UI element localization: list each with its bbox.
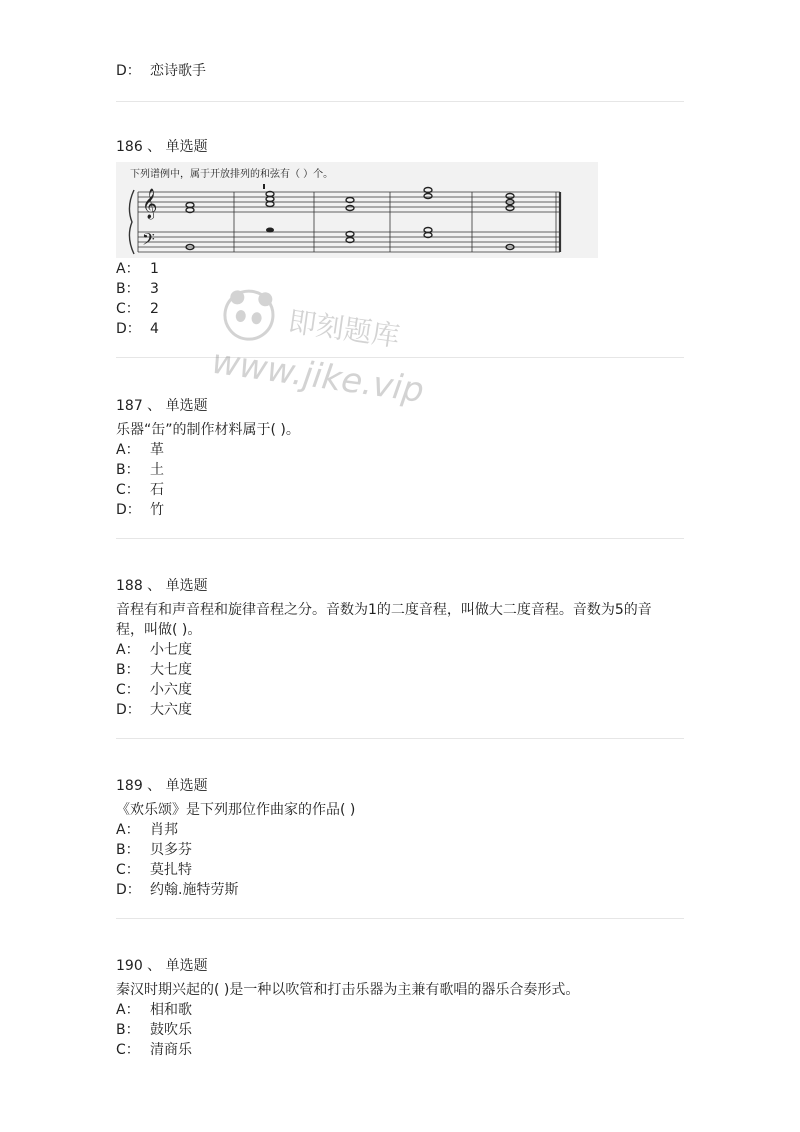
- watermark-brand: 即刻题库: [286, 304, 402, 354]
- option-letter: B：: [116, 662, 140, 678]
- option-row: [116, 299, 159, 319]
- option-text: 鼓吹乐: [150, 1022, 192, 1038]
- question-text: 乐器“缶”的制作材料属于( )。: [116, 422, 300, 438]
- option-letter: C：: [116, 1042, 140, 1058]
- option-text: 1: [150, 261, 159, 277]
- option-row: [116, 460, 164, 480]
- option-text: 贝多芬: [150, 842, 192, 858]
- music-score-figure: [116, 162, 598, 258]
- option-letter: A：: [116, 442, 140, 458]
- option-text: 小七度: [150, 642, 192, 658]
- panda-logo-icon: [214, 286, 434, 426]
- figure-caption: 下列谱例中，属于开放排列的和弦有（ ）个。: [130, 169, 334, 180]
- option-text: 莫扎特: [150, 862, 192, 878]
- divider: [116, 538, 684, 539]
- option-letter: C：: [116, 482, 140, 498]
- option-row: [116, 1020, 192, 1040]
- option-row: [116, 1040, 192, 1060]
- option-text: 小六度: [150, 682, 192, 698]
- option-text: 竹: [150, 502, 164, 518]
- option-letter: B：: [116, 842, 140, 858]
- option-row: [116, 440, 164, 460]
- option-letter: C：: [116, 862, 140, 878]
- divider: [116, 101, 684, 102]
- svg-text:𝄞: 𝄞: [142, 189, 158, 219]
- option-letter: B：: [116, 1022, 140, 1038]
- question-header: 190 、 单选题: [116, 958, 208, 974]
- question-header: 189 、 单选题: [116, 778, 208, 794]
- option-text: 清商乐: [150, 1042, 192, 1058]
- option-row: [116, 259, 159, 279]
- option-text: 肖邦: [150, 822, 178, 838]
- option-row: [116, 820, 178, 840]
- question-text: 《欢乐颂》是下列那位作曲家的作品( ): [116, 802, 356, 818]
- question-text: 秦汉时期兴起的( )是一种以吹管和打击乐器为主兼有歌唱的器乐合奏形式。: [116, 982, 580, 998]
- option-letter: D：: [116, 502, 141, 518]
- option-letter: C：: [116, 682, 140, 698]
- option-letter: A：: [116, 822, 140, 838]
- option-text: 约翰.施特劳斯: [150, 882, 239, 898]
- question-header: 187 、 单选题: [116, 398, 208, 414]
- option-text: 土: [150, 462, 164, 478]
- option-text: 3: [150, 281, 159, 297]
- option-row: [116, 680, 192, 700]
- option-text: 2: [150, 301, 159, 317]
- option-letter: A：: [116, 1002, 140, 1018]
- divider: [116, 357, 684, 358]
- option-letter: A：: [116, 642, 140, 658]
- option-letter: D：: [116, 321, 141, 337]
- option-letter: D：: [116, 702, 141, 718]
- option-text: 大六度: [150, 702, 192, 718]
- option-row: [116, 1000, 192, 1020]
- option-row: [116, 61, 206, 81]
- option-letter: B：: [116, 462, 140, 478]
- option-letter: A：: [116, 261, 140, 277]
- option-letter: B：: [116, 281, 140, 297]
- question-text: 音程有和声音程和旋律音程之分。音数为1的二度音程，叫做大二度音程。音数为5的音: [116, 602, 652, 618]
- option-row: [116, 840, 192, 860]
- question-header: 186 、 单选题: [116, 139, 208, 155]
- watermark-url: www.jike.vip: [214, 341, 427, 412]
- score-image: [116, 162, 598, 258]
- option-text: 革: [150, 442, 164, 458]
- option-row: [116, 500, 164, 520]
- divider: [116, 918, 684, 919]
- option-row: [116, 860, 192, 880]
- option-row: [116, 480, 164, 500]
- option-row: [116, 660, 192, 680]
- option-row: [116, 700, 192, 720]
- question-header: 188 、 单选题: [116, 578, 208, 594]
- question-text: 程，叫做( )。: [116, 622, 202, 638]
- option-row: [116, 279, 159, 299]
- option-text: 相和歌: [150, 1002, 192, 1018]
- option-row: [116, 880, 238, 900]
- watermark: [214, 286, 434, 426]
- option-letter: D：: [116, 882, 141, 898]
- option-text: 4: [150, 321, 159, 337]
- option-row: [116, 640, 192, 660]
- option-row: [116, 319, 159, 339]
- option-letter: D：: [116, 63, 141, 79]
- svg-text:𝄢: 𝄢: [142, 229, 155, 253]
- divider: [116, 738, 684, 739]
- option-text: 恋诗歌手: [150, 63, 206, 79]
- option-text: 石: [150, 482, 164, 498]
- option-letter: C：: [116, 301, 140, 317]
- option-text: 大七度: [150, 662, 192, 678]
